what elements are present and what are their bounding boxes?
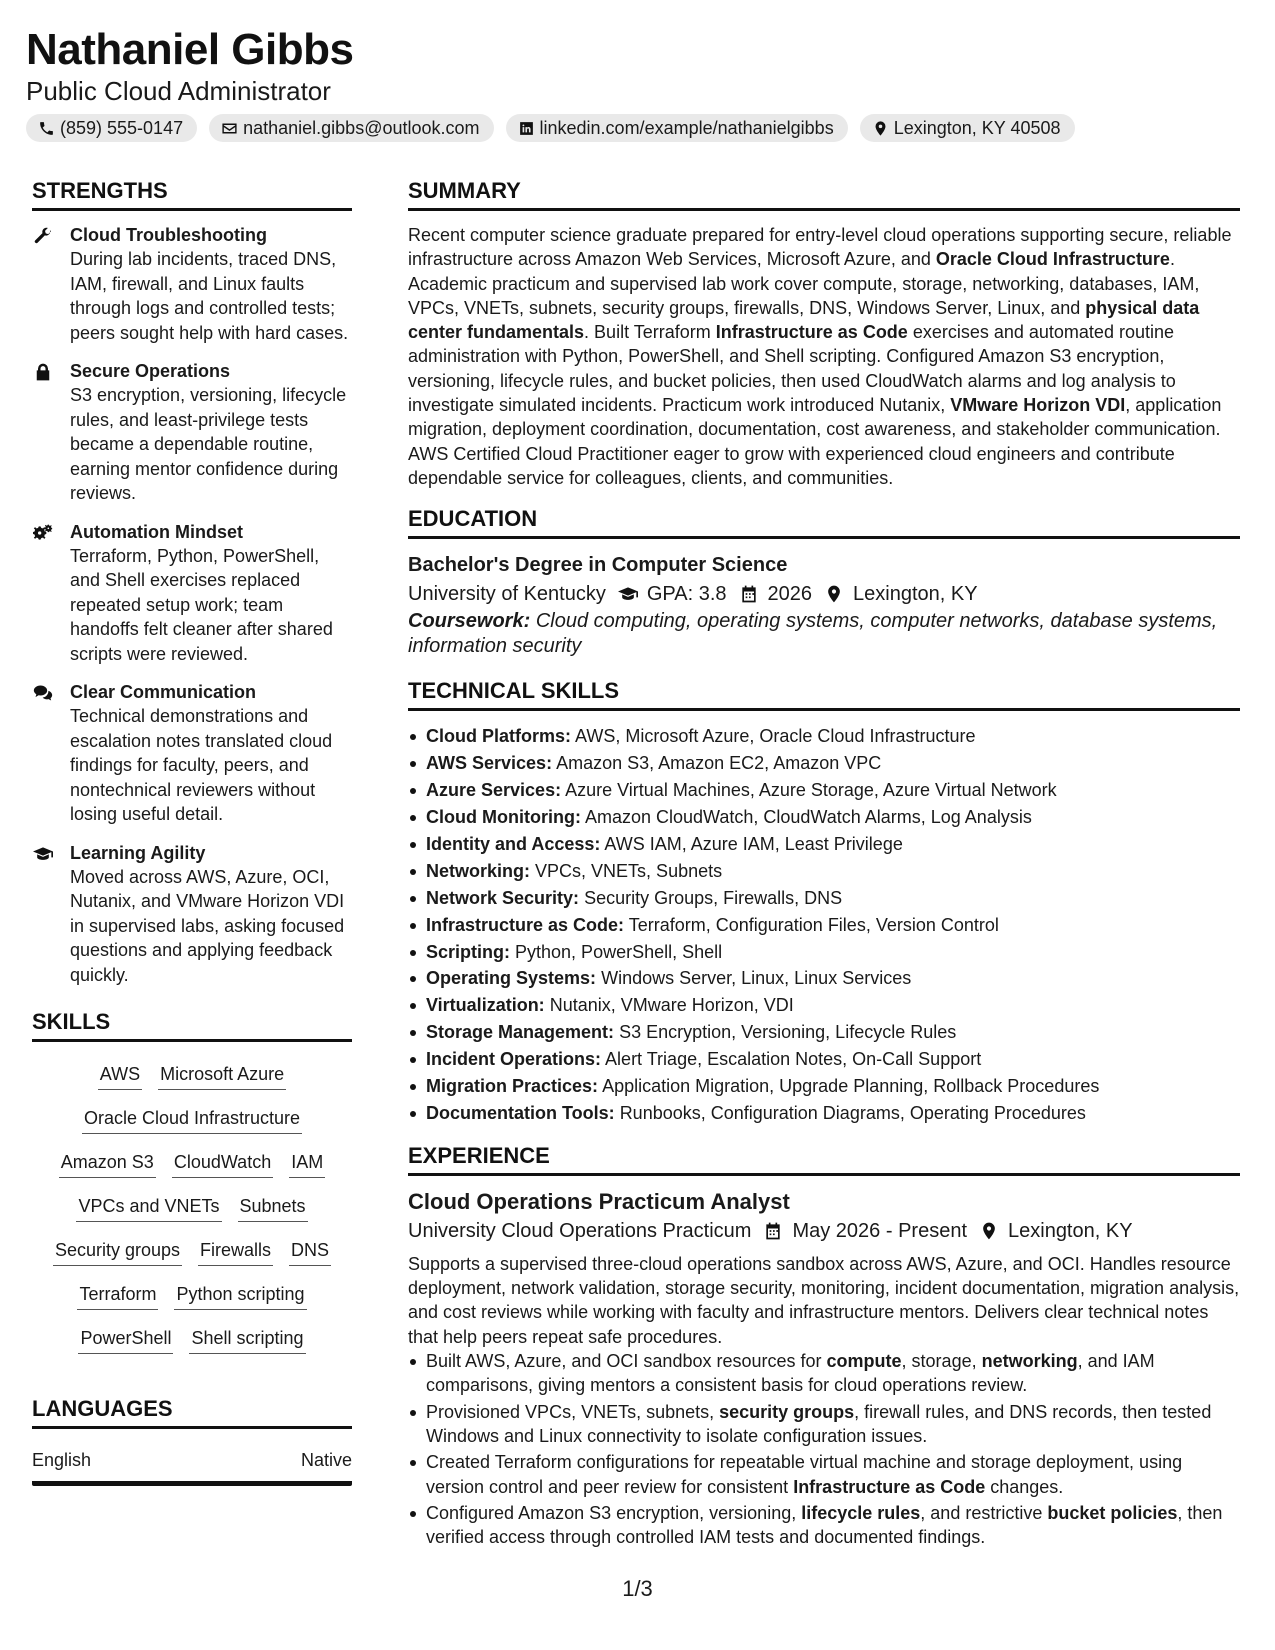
candidate-name: Nathaniel Gibbs	[26, 25, 354, 74]
gpa: GPA: 3.8	[646, 583, 727, 606]
skills-row	[32, 1146, 352, 1178]
skill-tag: Python scripting	[174, 1282, 306, 1310]
strength-title: Clear Communication	[70, 682, 257, 702]
language-name: English	[32, 1450, 92, 1470]
skill-tag: Terraform	[77, 1282, 158, 1310]
education-section	[408, 504, 1240, 658]
skills-row	[32, 1058, 352, 1090]
list-item: Azure Services: Azure Virtual Machines, Azure Storage, Azure Virtual Network	[408, 777, 1240, 804]
strength-desc: During lab incidents, traced DNS, IAM, firewall, and Linux faults through logs and controlled tests; peers sought help with hard cases.	[70, 249, 349, 343]
education-meta	[408, 579, 1240, 609]
phone-icon	[38, 120, 55, 137]
strength-item	[32, 841, 352, 988]
school-name: University of Kentucky	[408, 583, 606, 606]
coursework-list: Cloud computing, operating systems, computer networks, database systems, information security	[408, 610, 1218, 657]
job-location: Lexington, KY	[1008, 1219, 1133, 1242]
degree-title: Bachelor's Degree in Computer Science	[408, 554, 788, 577]
location-pin-icon	[872, 120, 889, 137]
list-item: Migration Practices: Application Migration, Upgrade Planning, Rollback Procedures	[408, 1073, 1240, 1100]
skills-row	[32, 1322, 352, 1354]
skill-tag: Shell scripting	[189, 1326, 305, 1354]
left-column	[32, 176, 352, 1486]
job-meta	[408, 1216, 1240, 1246]
job-dates: May 2026 - Present	[792, 1219, 967, 1242]
calendar-icon	[739, 584, 759, 604]
summary-heading: SUMMARY	[408, 176, 1240, 211]
list-item: Networking: VPCs, VNETs, Subnets	[408, 858, 1240, 885]
skills-row	[32, 1190, 352, 1222]
skills-heading: SKILLS	[32, 1007, 352, 1042]
envelope-icon	[221, 120, 238, 137]
strength-desc: Technical demonstrations and escalation notes translated cloud findings for faculty, peers, and nontechnical reviewers without losing useful detail.	[70, 706, 333, 824]
experience-section	[408, 1141, 1240, 1550]
skill-tag: Security groups	[53, 1238, 182, 1266]
education-heading: EDUCATION	[408, 504, 1240, 539]
job-bullets	[408, 1349, 1240, 1549]
contact-email-text: nathaniel.gibbs@outlook.com	[243, 117, 480, 138]
skills-row	[32, 1278, 352, 1310]
list-item: Cloud Platforms: AWS, Microsoft Azure, Oracle Cloud Infrastructure	[408, 723, 1240, 750]
skill-tag: CloudWatch	[172, 1150, 273, 1178]
strength-title: Automation Mindset	[70, 521, 243, 542]
skill-tag: Amazon S3	[59, 1150, 156, 1178]
skill-tag: VPCs and VNETs	[76, 1194, 221, 1222]
strength-item	[32, 680, 352, 827]
location-pin-icon	[824, 584, 844, 604]
technical-skills-heading: TECHNICAL SKILLS	[408, 676, 1240, 711]
page-number: 1/3	[622, 1576, 653, 1601]
contact-location-text: Lexington, KY 40508	[893, 117, 1061, 138]
strength-desc: Moved across AWS, Azure, OCI, Nutanix, and VMware Horizon VDI in supervised labs, asking focused questions and applying feedback quickly.	[70, 866, 345, 985]
location-pin-icon	[979, 1221, 999, 1241]
list-item: Incident Operations: Alert Triage, Escalation Notes, On-Call Support	[408, 1046, 1240, 1073]
job-summary: Supports a supervised three-cloud operations sandbox across AWS, Azure, and OCI. Handles resource deployment, network validation, storage security, monitoring, incident documentation, migration analysis, and cost reviews while working with faculty and infrastructure mentors. Delivers clear technical notes that help peers repeat safe procedures.	[408, 1253, 1240, 1347]
experience-heading: EXPERIENCE	[408, 1141, 1240, 1176]
languages-section	[32, 1394, 352, 1486]
skill-tag: DNS	[289, 1238, 331, 1266]
strength-title: Secure Operations	[70, 361, 231, 381]
chat-bubbles-icon	[32, 683, 54, 703]
linkedin-icon	[518, 120, 535, 137]
list-item: Cloud Monitoring: Amazon CloudWatch, CloudWatch Alarms, Log Analysis	[408, 804, 1240, 831]
list-item: AWS Services: Amazon S3, Amazon EC2, Amazon VPC	[408, 750, 1240, 777]
technical-skills-list	[408, 723, 1240, 1127]
contact-location	[860, 114, 1075, 142]
skill-tag: PowerShell	[78, 1326, 173, 1354]
skill-tag: AWS	[98, 1062, 142, 1090]
calendar-icon	[763, 1221, 783, 1241]
graduation-cap-icon	[618, 584, 638, 604]
skills-row	[32, 1234, 352, 1266]
contact-phone-text: (859) 555-0147	[60, 117, 184, 138]
candidate-role: Public Cloud Administrator	[26, 76, 331, 106]
contact-phone[interactable]	[26, 114, 197, 142]
skills-row	[32, 1102, 352, 1134]
list-item: Storage Management: S3 Encryption, Versioning, Lifecycle Rules	[408, 1019, 1240, 1046]
list-item: Configured Amazon S3 encryption, versioning, lifecycle rules, and restrictive bucket policies, then verified access through controlled IAM tests and documented findings.	[408, 1501, 1240, 1550]
list-item: Identity and Access: AWS IAM, Azure IAM, Least Privilege	[408, 831, 1240, 858]
summary-text: Recent computer science graduate prepared for entry-level cloud operations supporting secure, reliable infrastructure across Amazon Web Services, Microsoft Azure, and Oracle Cloud Infrastructure. Academic practicum and supervised lab work cover compute, storage, networking, databases, IAM, VPCs, VNETs, subnets, security groups, firewalls, DNS, Windows Server, Linux, and physical data center fundamentals. Built Terraform Infrastructure as Code exercises and automated routine administration with Python, PowerShell, and Shell scripting. Configured Amazon S3 encryption, versioning, lifecycle rules, and bucket policies, then used CloudWatch alarms and log analysis to investigate simulated incidents. Practicum work introduced Nutanix, VMware Horizon VDI, application migration, deployment coordination, documentation, cost awareness, and stakeholder communication. AWS Certified Cloud Practitioner eager to grow with experienced cloud engineers and contribute dependable service for colleagues, clients, and communities.	[408, 225, 1232, 488]
strength-item	[32, 520, 352, 667]
skill-tag: IAM	[289, 1150, 325, 1178]
wrench-icon	[32, 226, 54, 246]
summary-section	[408, 176, 1240, 490]
strength-item	[32, 359, 352, 506]
list-item: Documentation Tools: Runbooks, Configuration Diagrams, Operating Procedures	[408, 1100, 1240, 1127]
school-location: Lexington, KY	[853, 583, 978, 606]
technical-skills-section	[408, 676, 1240, 1127]
contact-email[interactable]	[209, 114, 493, 142]
list-item: Infrastructure as Code: Terraform, Configuration Files, Version Control	[408, 912, 1240, 939]
contact-linkedin-text: linkedin.com/example/nathanielgibbs	[539, 117, 834, 138]
list-item: Scripting: Python, PowerShell, Shell	[408, 939, 1240, 966]
strength-desc: Terraform, Python, PowerShell, and Shell exercises replaced repeated setup work; team handoffs felt cleaner after shared scripts were reviewed.	[70, 545, 333, 664]
lock-icon	[32, 362, 54, 382]
list-item: Provisioned VPCs, VNETs, subnets, security groups, firewall rules, and DNS records, then tested Windows and Linux connectivity to isolate configuration issues.	[408, 1400, 1240, 1449]
list-item: Virtualization: Nutanix, VMware Horizon, VDI	[408, 992, 1240, 1019]
job-title: Cloud Operations Practicum Analyst	[408, 1188, 790, 1214]
gears-icon	[32, 523, 54, 543]
languages-heading: LANGUAGES	[32, 1394, 352, 1429]
strengths-section	[32, 176, 352, 987]
strengths-heading: STRENGTHS	[32, 176, 352, 211]
skills-section	[32, 1007, 352, 1354]
coursework-label: Coursework:	[408, 610, 531, 633]
resume-header	[26, 24, 1256, 142]
list-item: Network Security: Security Groups, Firewalls, DNS	[408, 885, 1240, 912]
right-column	[408, 176, 1240, 1551]
skill-tag: Oracle Cloud Infrastructure	[82, 1106, 302, 1134]
contact-linkedin[interactable]	[506, 114, 848, 142]
graduation-cap-icon	[32, 844, 54, 864]
language-row	[32, 1441, 352, 1486]
coursework	[408, 609, 1240, 658]
strength-desc: S3 encryption, versioning, lifecycle rules, and least-privilege tests became a dependable routine, earning mentor confidence during reviews.	[70, 385, 347, 503]
list-item: Built AWS, Azure, and OCI sandbox resources for compute, storage, networking, and IAM comparisons, giving mentors a consistent basis for cloud operations review.	[408, 1349, 1240, 1398]
contact-bar	[26, 114, 1256, 142]
graduation-year: 2026	[767, 583, 813, 606]
job-org: University Cloud Operations Practicum	[408, 1219, 752, 1242]
skill-tag: Subnets	[238, 1194, 308, 1222]
list-item: Created Terraform configurations for repeatable virtual machine and storage deployment, using version control and peer review for consistent Infrastructure as Code changes.	[408, 1450, 1240, 1499]
strength-title: Cloud Troubleshooting	[70, 225, 267, 245]
skill-tag: Microsoft Azure	[158, 1062, 286, 1090]
language-level: Native	[300, 1450, 352, 1470]
list-item: Operating Systems: Windows Server, Linux, Linux Services	[408, 965, 1240, 992]
skill-tag: Firewalls	[198, 1238, 273, 1266]
strength-title: Learning Agility	[70, 842, 206, 863]
strength-item	[32, 223, 352, 345]
